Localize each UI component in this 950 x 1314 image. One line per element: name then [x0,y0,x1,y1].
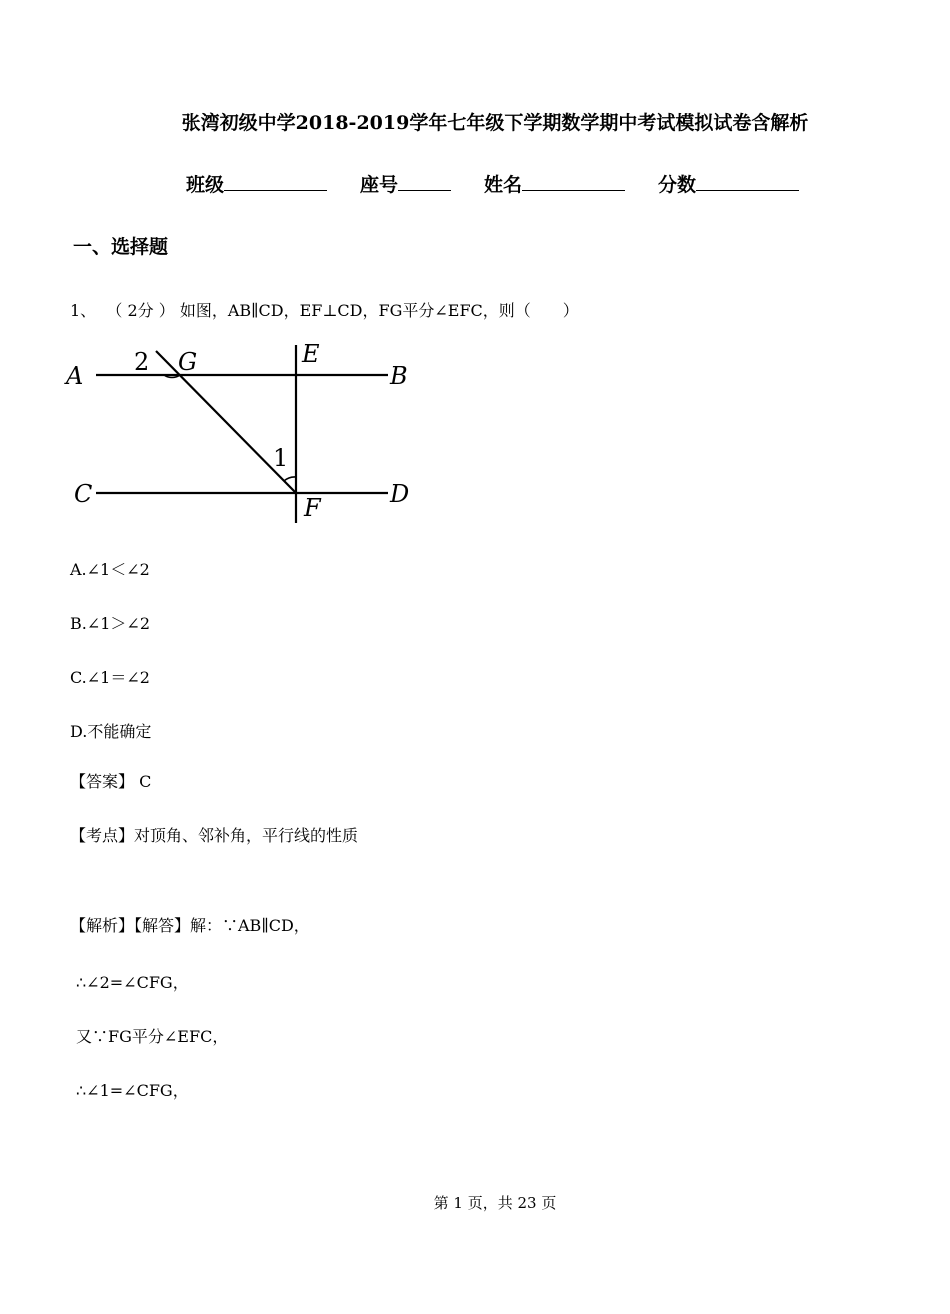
question-text: 如图，AB∥CD，EF⊥CD，FG平分∠EFC，则（ ） [179,301,579,320]
document-title: 张湾初级中学2018-2019学年七年级下学期数学期中考试模拟试卷含解析 [181,112,809,134]
class-blank [224,170,327,191]
name-label: 姓名 [484,174,523,196]
score-field [658,170,799,197]
option-b: B.∠1＞∠2 [70,614,151,633]
class-label: 班级 [186,174,225,196]
question-number: 1、 [70,301,97,320]
label-d: D [390,480,410,508]
seat-field [360,170,451,197]
angle-1-arc [284,477,296,481]
analysis-line-3: 又∵FG平分∠EFC， [76,1027,229,1046]
label-e: E [302,340,320,368]
class-field [186,170,327,197]
label-angle-1: 1 [273,444,289,472]
label-f: F [304,494,321,522]
seat-blank [398,170,451,191]
label-c: C [74,480,93,508]
name-field [484,170,625,197]
analysis-line-1: 【解析】【解答】解：∵AB∥CD， [70,916,310,935]
analysis-line-4: ∴∠1=∠CFG， [76,1081,189,1100]
section-title: 一、选择题 [73,236,169,258]
answer-line: 【答案】 C [70,772,152,791]
analysis-line-2: ∴∠2=∠CFG， [76,973,189,992]
question-score: （ 2分 ） [106,301,175,320]
score-blank [696,170,799,191]
label-g: G [178,348,198,376]
option-d: D.不能确定 [70,722,152,741]
knowledge-line: 【考点】对顶角、邻补角，平行线的性质 [70,826,359,845]
geometry-figure [60,335,430,535]
question-stem [70,298,579,321]
name-blank [522,170,625,191]
label-a: A [66,362,84,390]
score-label: 分数 [658,174,697,196]
seat-label: 座号 [360,174,399,196]
label-b: B [390,362,408,390]
page-footer: 第 1 页，共 23 页 [433,1194,557,1212]
label-angle-2: 2 [134,348,150,376]
option-a: A.∠1＜∠2 [70,560,150,579]
option-c: C.∠1＝∠2 [70,668,150,687]
